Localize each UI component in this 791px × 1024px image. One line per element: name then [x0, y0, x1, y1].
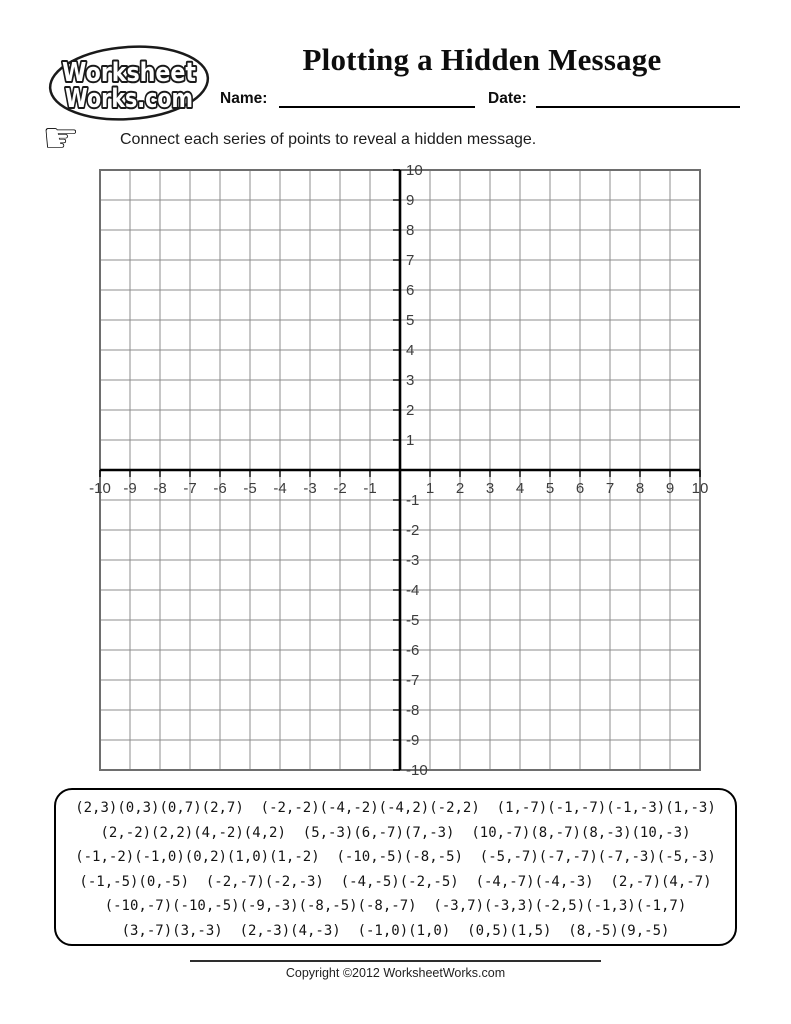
y-tick-label: 10 [406, 162, 423, 179]
y-tick-label: -6 [406, 642, 420, 659]
points-line: (-1,-2)(-1,0)(0,2)(1,0)(1,-2) (-10,-5)(-8,-5) (-5,-7)(-7,-7)(-7,-3)(-5,-3) [75, 849, 716, 866]
name-blank-line[interactable] [279, 88, 475, 108]
instruction-text: Connect each series of points to reveal a hidden message. [120, 131, 537, 148]
y-tick-label: -5 [406, 612, 420, 629]
x-tick-label: -6 [213, 480, 227, 497]
page-title: Plotting a Hidden Message [302, 42, 662, 77]
points-line: (2,-2)(2,2)(4,-2)(4,2) (5,-3)(6,-7)(7,-3) (10,-7)(8,-7)(8,-3)(10,-3) [100, 824, 691, 841]
y-tick-label: 3 [406, 372, 415, 389]
x-tick-label: -3 [303, 480, 317, 497]
x-tick-label: -8 [153, 480, 167, 497]
logo-text-line2: Works.com [65, 84, 193, 114]
worksheetworks-logo [46, 44, 212, 124]
name-label: Name: [220, 90, 268, 107]
y-tick-label: -4 [406, 582, 420, 599]
x-tick-label: -5 [243, 480, 257, 497]
y-tick-label: 2 [406, 402, 415, 419]
x-tick-label: 4 [515, 480, 525, 497]
y-tick-label: -1 [406, 492, 420, 509]
x-tick-label: -4 [273, 480, 287, 497]
x-tick-label: -2 [333, 480, 347, 497]
y-tick-label: -3 [406, 552, 420, 569]
points-line: (3,-7)(3,-3) (2,-3)(4,-3) (-1,0)(1,0) (0,5)(1,5) (8,-5)(9,-5) [121, 922, 670, 939]
date-label: Date: [488, 90, 527, 107]
copyright-text: Copyright ©2012 WorksheetWorks.com [285, 966, 506, 980]
points-line: (-1,-5)(0,-5) (-2,-7)(-2,-3) (-4,-5)(-2,-5) (-4,-7)(-4,-3) (2,-7)(4,-7) [79, 873, 712, 890]
y-tick-label: 4 [406, 342, 415, 359]
x-tick-label: 5 [545, 480, 555, 497]
x-tick-label: 3 [485, 480, 495, 497]
points-box [54, 788, 737, 946]
coordinate-grid [89, 162, 709, 779]
x-tick-label: 1 [425, 480, 435, 497]
x-tick-label: 7 [605, 480, 615, 497]
x-tick-label: 9 [665, 480, 675, 497]
x-tick-label: 2 [455, 480, 465, 497]
y-tick-label: 7 [406, 252, 415, 269]
y-tick-label: -2 [406, 522, 420, 539]
footer-divider [190, 960, 601, 962]
points-line: (2,3)(0,3)(0,7)(2,7) (-2,-2)(-4,-2)(-4,2)(-2,2) (1,-7)(-1,-7)(-1,-3)(1,-3) [75, 800, 716, 816]
x-tick-label: -7 [183, 480, 197, 497]
x-tick-label: 6 [575, 480, 585, 497]
logo-text-line1: Worksheet [62, 58, 196, 88]
y-tick-label: 5 [406, 312, 415, 329]
x-tick-label: -10 [89, 480, 111, 497]
y-tick-label: -9 [406, 732, 420, 749]
y-tick-label: 6 [406, 282, 415, 299]
y-tick-label: 8 [406, 222, 415, 239]
x-tick-label: 8 [635, 480, 645, 497]
y-tick-label: -7 [406, 672, 420, 689]
y-tick-label: -8 [406, 702, 420, 719]
date-blank-line[interactable] [536, 88, 740, 108]
x-tick-label: 10 [691, 480, 709, 497]
points-line: (-10,-7)(-10,-5)(-9,-3)(-8,-5)(-8,-7) (-3,7)(-3,3)(-2,5)(-1,3)(-1,7) [104, 898, 687, 915]
y-tick-label: 9 [406, 192, 415, 209]
y-tick-label: -10 [406, 762, 428, 779]
y-tick-label: 1 [406, 432, 415, 449]
x-tick-label: -1 [363, 480, 377, 497]
x-tick-label: -9 [123, 480, 137, 497]
pointing-hand-icon: ☞ [42, 113, 80, 162]
